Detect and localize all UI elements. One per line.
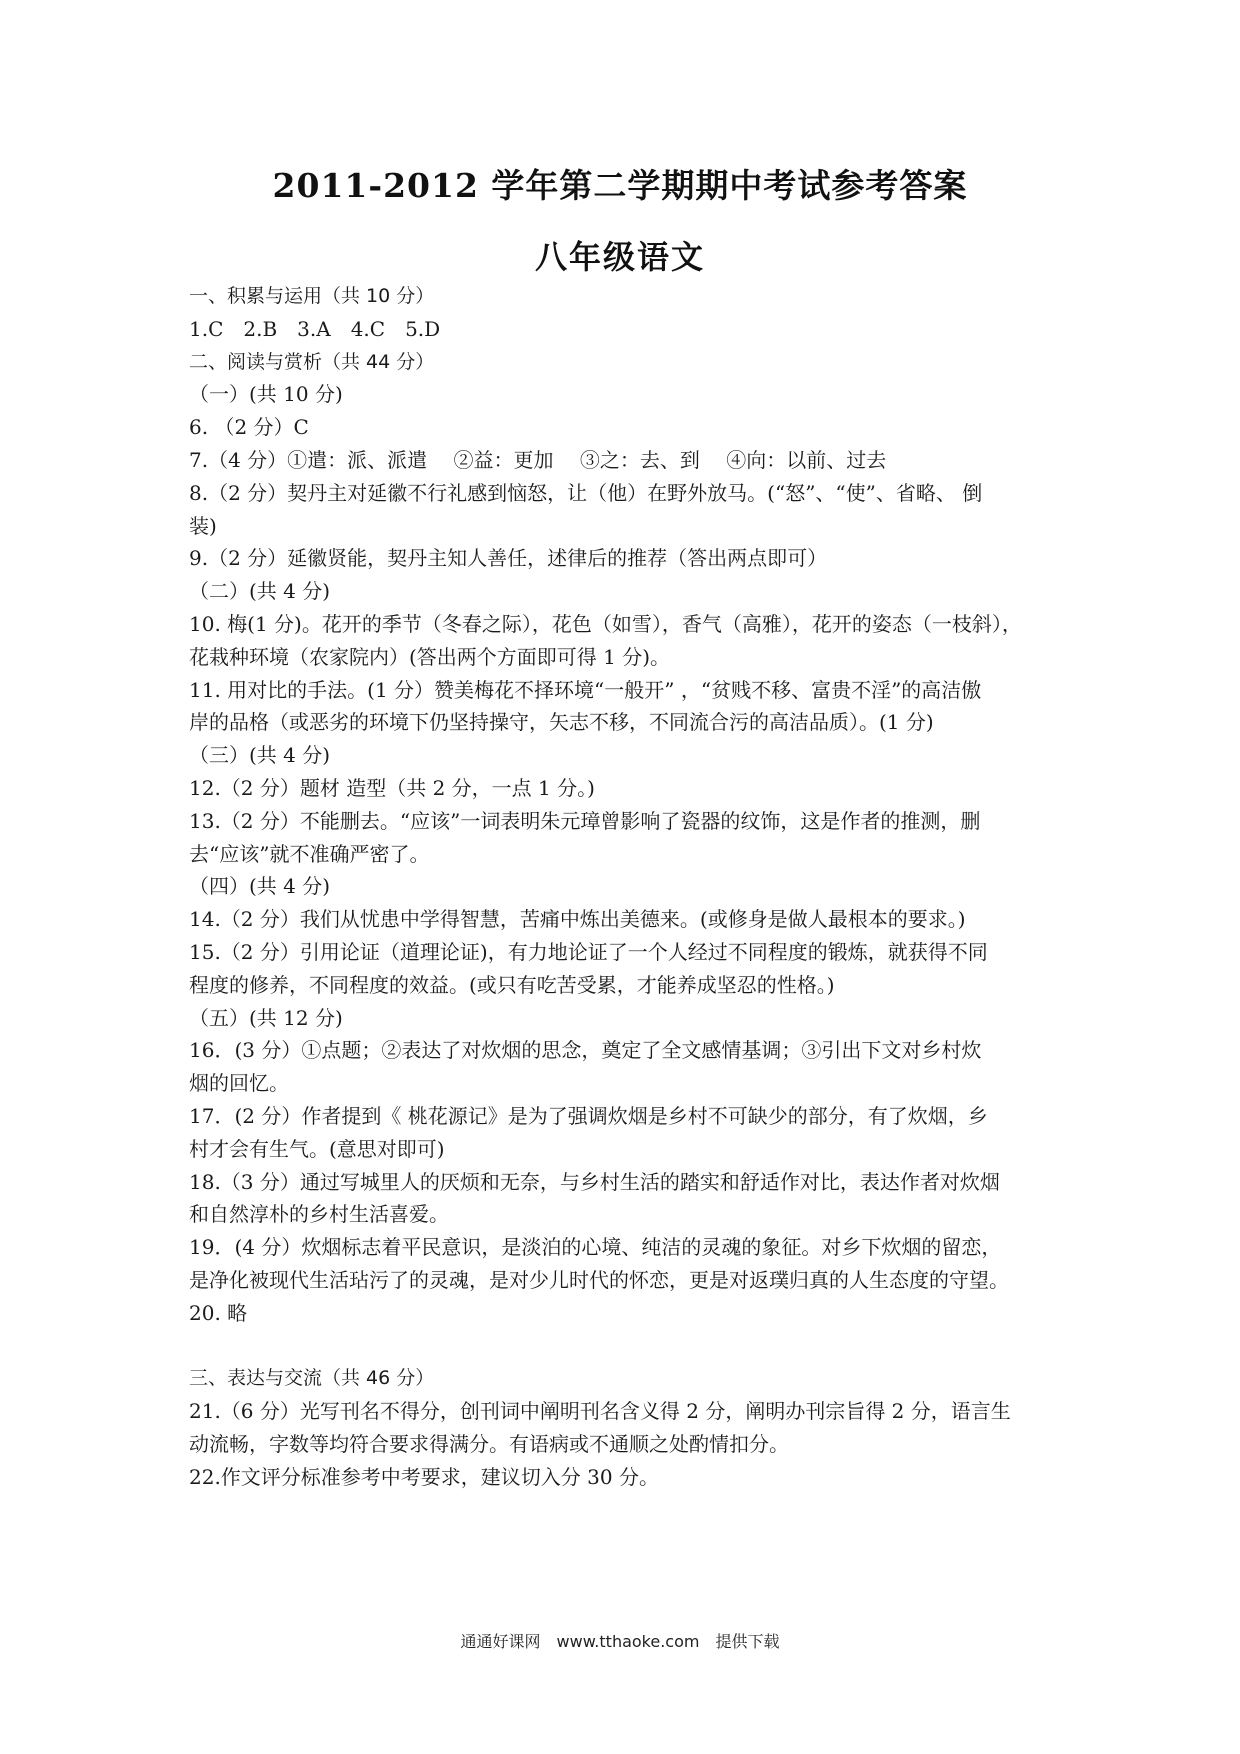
answer-line: 1.C 2.B 3.A 4.C 5.D	[189, 316, 441, 341]
answer-line: 22.作文评分标准参考中考要求，建议切入分 30 分。	[189, 1464, 659, 1489]
answer-line: 6. （2 分）C	[189, 415, 309, 440]
answer-line: 20. 略	[189, 1300, 248, 1325]
answer-line: 12.（2 分）题材 造型（共 2 分，一点 1 分。)	[189, 775, 595, 800]
document-subtitle: 八年级语文	[534, 238, 705, 276]
answer-line: 程度的修养，不同程度的效益。(或只有吃苦受累，才能养成坚忍的性格。)	[189, 972, 835, 997]
section-heading: 三、表达与交流（共 46 分）	[189, 1367, 435, 1390]
document-title: 2011-2012 学年第二学期期中考试参考答案	[272, 166, 968, 205]
answer-line: 村才会有生气。(意思对即可)	[189, 1136, 445, 1161]
answer-line: 18.（3 分）通过写城里人的厌烦和无奈，与乡村生活的踏实和舒适作对比，表达作者对炊烟	[189, 1169, 1000, 1194]
answer-line: 17．(2 分）作者提到《 桃花源记》是为了强调炊烟是乡村不可缺少的部分，有了炊烟，乡	[189, 1103, 988, 1128]
answer-line: 和自然淳朴的乡村生活喜爱。	[189, 1202, 449, 1227]
answer-line: 动流畅，字数等均符合要求得满分。有语病或不通顺之处酌情扣分。	[189, 1431, 789, 1456]
section-heading: 二、阅读与赏析（共 44 分）	[189, 350, 435, 373]
answer-line: 去“应该”就不准确严密了。	[189, 841, 430, 866]
answer-line: 岸的品格（或恶劣的环境下仍坚持操守，矢志不移，不同流合污的高洁品质）。(1 分)	[189, 710, 934, 735]
answer-line: 14.（2 分）我们从忧患中学得智慧，苦痛中炼出美德来。(或修身是做人最根本的要求。)	[189, 907, 966, 932]
answer-line: 7.（4 分）①遣：派、派遣 ②益：更加 ③之：去、到 ④向：以前、过去	[189, 447, 887, 472]
answer-line: 8.（2 分）契丹主对延徽不行礼感到恼怒，让（他）在野外放马。(“怒”、“使”、省略、 倒	[189, 480, 983, 505]
answer-line: （一）(共 10 分)	[189, 382, 343, 407]
footer-text: 通通好课网 www.tthaoke.com 提供下载	[460, 1632, 780, 1651]
answer-line: 13.（2 分）不能删去。“应该”一词表明朱元璋曾影响了瓷器的纹饰，这是作者的推测，删	[189, 808, 981, 833]
answer-line: 15.（2 分）引用论证（道理论证)，有力地论证了一个人经过不同程度的锻炼，就获得不同	[189, 939, 988, 964]
answer-line: 16．(3 分）①点题；②表达了对炊烟的思念，奠定了全文感情基调；③引出下文对乡村炊	[189, 1038, 982, 1063]
answer-line: 11. 用对比的手法。(1 分）赞美梅花不择环境“一般开” ，“贫贱不移、富贵不淫”的高洁傲	[189, 677, 982, 702]
answer-line: 21.（6 分）光写刊名不得分，创刊词中阐明刊名含义得 2 分，阐明办刊宗旨得 2 分，语言生	[189, 1399, 1011, 1424]
section-heading: 一、积累与运用（共 10 分）	[189, 285, 435, 307]
answer-line: 19．(4 分）炊烟标志着平民意识，是淡泊的心境、纯洁的灵魂的象征。对乡下炊烟的留恋，	[189, 1235, 1002, 1260]
answer-line: 是净化被现代生活玷污了的灵魂，是对少儿时代的怀恋，更是对返璞归真的人生态度的守望。	[189, 1267, 1009, 1292]
answer-line: 装)	[189, 513, 217, 538]
answer-line: 10. 梅(1 分)。花开的季节（冬春之际），花色（如雪），香气（高雅），花开的姿态（一枝斜），	[189, 611, 1022, 636]
answer-line: （四）(共 4 分)	[189, 874, 331, 899]
answer-content	[189, 280, 1069, 1493]
answer-line: 烟的回忆。	[189, 1071, 289, 1096]
answer-line: （三）(共 4 分)	[189, 743, 331, 768]
answer-line: 9.（2 分）延徽贤能，契丹主知人善任，述律后的推荐（答出两点即可）	[189, 546, 828, 571]
answer-line: （五）(共 12 分)	[189, 1005, 343, 1030]
blank-line	[189, 1330, 1069, 1363]
answer-line: （二）(共 4 分)	[189, 579, 331, 604]
answer-line: 花栽种环境（农家院内）(答出两个方面即可得 1 分)。	[189, 644, 671, 669]
